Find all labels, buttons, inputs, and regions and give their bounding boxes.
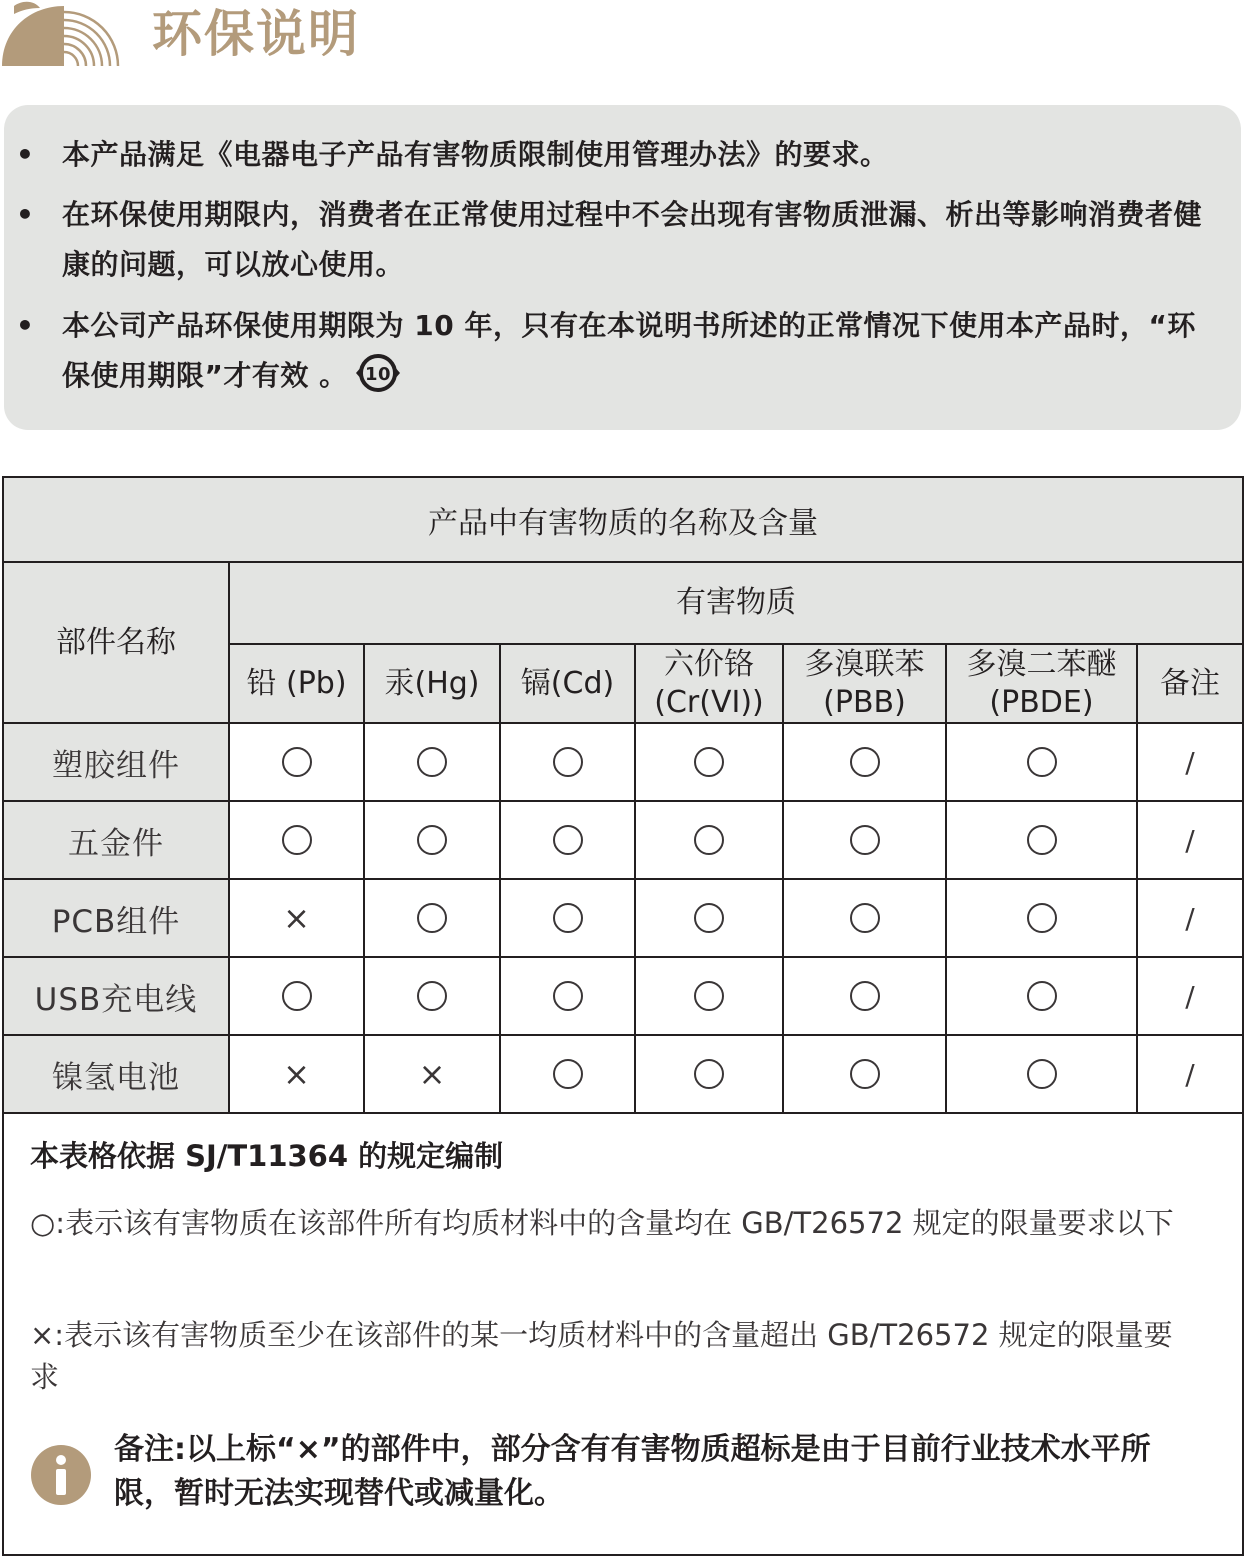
substance-mark-cell	[500, 1035, 635, 1113]
substance-mark-cell	[229, 1035, 364, 1113]
substance-mark-cell	[1137, 957, 1243, 1035]
substance-column-header: 六价铬 (Cr(VI))	[635, 644, 783, 723]
notes-cell	[3, 1113, 1243, 1555]
compliant-circle-mark	[694, 981, 724, 1011]
compliant-circle-mark	[1027, 1059, 1057, 1089]
substance-column-header: 多溴二苯醚 (PBDE)	[946, 644, 1137, 723]
substance-mark-cell	[783, 1035, 946, 1113]
compliant-circle-mark	[417, 747, 447, 777]
exceeds-cross-mark: ×	[283, 1055, 310, 1093]
substance-mark-cell	[635, 801, 783, 879]
part-name-header: 部件名称	[3, 562, 229, 723]
table-row	[3, 879, 1243, 957]
compliant-circle-mark	[282, 747, 312, 777]
part-name-cell: USB充电线	[3, 957, 229, 1035]
bullet-text-with-badge	[62, 301, 1211, 401]
substance-header: 有害物质	[229, 562, 1243, 644]
compliant-circle-mark	[1027, 747, 1057, 777]
bullet-text: 在环保使用期限内，消费者在正常使用过程中不会出现有害物质泄漏、析出等影响消费者健康的问题，可以放心使用。	[62, 198, 1203, 281]
brand-arc-logo-icon	[0, 0, 128, 68]
substance-mark-cell	[946, 723, 1137, 801]
compliant-circle-mark	[694, 825, 724, 855]
compliant-circle-mark	[694, 1059, 724, 1089]
info-icon	[30, 1444, 92, 1506]
substance-mark-cell	[500, 801, 635, 879]
bullet-dot: •	[16, 309, 34, 342]
substance-mark-cell	[1137, 879, 1243, 957]
substance-mark-cell	[500, 957, 635, 1035]
remark-value: /	[1185, 979, 1195, 1013]
substance-mark-cell	[364, 1035, 500, 1113]
compliant-circle-mark	[850, 1059, 880, 1089]
page-title: 环保说明	[152, 5, 360, 63]
table-row	[3, 957, 1243, 1035]
substance-mark-cell	[1137, 1035, 1243, 1113]
substance-mark-cell	[635, 1035, 783, 1113]
remark-value: /	[1185, 745, 1195, 779]
compliant-circle-mark	[850, 747, 880, 777]
substance-mark-cell	[1137, 801, 1243, 879]
substance-mark-cell	[500, 879, 635, 957]
eco-period-10-years-icon	[352, 352, 404, 394]
compliant-circle-mark	[694, 903, 724, 933]
bullet-dot: •	[16, 198, 34, 231]
remark-value: /	[1185, 901, 1195, 935]
substance-mark-cell	[229, 801, 364, 879]
exceeds-cross-mark: ×	[283, 899, 310, 937]
part-name-cell: 镍氢电池	[3, 1035, 229, 1113]
substance-mark-cell	[946, 1035, 1137, 1113]
compliant-circle-mark	[417, 903, 447, 933]
substance-mark-cell	[783, 723, 946, 801]
hazardous-substances-table	[2, 476, 1244, 1556]
table-row	[3, 801, 1243, 879]
substance-mark-cell	[946, 801, 1137, 879]
substance-mark-cell	[783, 801, 946, 879]
compliant-circle-mark	[553, 825, 583, 855]
compliant-circle-mark	[553, 903, 583, 933]
substance-column-header: 多溴联苯 (PBB)	[783, 644, 946, 723]
substance-column-header: 汞(Hg)	[364, 644, 500, 723]
compliant-circle-mark	[1027, 903, 1057, 933]
circle-legend-note: ○:表示该有害物质在该部件所有均质材料中的含量均在 GB/T26572 规定的限量要求以下	[30, 1206, 1174, 1240]
substance-mark-cell	[364, 801, 500, 879]
substance-mark-cell	[783, 879, 946, 957]
compliant-circle-mark	[417, 981, 447, 1011]
substance-mark-cell	[635, 957, 783, 1035]
compliant-circle-mark	[694, 747, 724, 777]
substance-column-header: 铅 (Pb)	[229, 644, 364, 723]
substance-mark-cell	[229, 879, 364, 957]
substance-mark-cell	[229, 723, 364, 801]
substance-mark-cell	[946, 957, 1137, 1035]
exceeds-cross-mark: ×	[418, 1055, 446, 1093]
bullet-text: 本公司产品环保使用期限为 10 年，只有在本说明书所述的正常情况下使用本产品时，“环保使用期限”才有效 。	[62, 309, 1196, 392]
table-body	[3, 723, 1243, 1113]
substance-column-header: 备注	[1137, 644, 1243, 723]
substance-mark-cell	[1137, 723, 1243, 801]
substance-mark-cell	[635, 879, 783, 957]
compliant-circle-mark	[282, 825, 312, 855]
cross-legend-note: ×:表示该有害物质至少在该部件的某一均质材料中的含量超出 GB/T26572 规定的限量要求	[30, 1318, 1173, 1394]
substance-mark-cell	[364, 723, 500, 801]
table-title: 产品中有害物质的名称及含量	[3, 477, 1243, 562]
substance-mark-cell	[946, 879, 1137, 957]
compliant-circle-mark	[1027, 981, 1057, 1011]
substance-mark-cell	[364, 879, 500, 957]
table-row	[3, 723, 1243, 801]
remark-value: /	[1185, 1057, 1195, 1091]
compliant-circle-mark	[417, 825, 447, 855]
compliant-circle-mark	[553, 981, 583, 1011]
remark-note: 备注:以上标“×”的部件中，部分含有有害物质超标是由于目前行业技术水平所限，暂时无法实现替代或减量化。	[114, 1432, 1151, 1511]
header	[0, 0, 1244, 75]
part-name-cell: 五金件	[3, 801, 229, 879]
substance-mark-cell	[783, 957, 946, 1035]
remark-value: /	[1185, 823, 1195, 857]
compliant-circle-mark	[553, 1059, 583, 1089]
compliant-circle-mark	[850, 981, 880, 1011]
substance-mark-cell	[635, 723, 783, 801]
substance-mark-cell	[364, 957, 500, 1035]
part-name-cell: 塑胶组件	[3, 723, 229, 801]
substance-column-header: 镉(Cd)	[500, 644, 635, 723]
table-row	[3, 1035, 1243, 1113]
compliant-circle-mark	[1027, 825, 1057, 855]
substance-mark-cell	[500, 723, 635, 801]
compliant-circle-mark	[553, 747, 583, 777]
compliant-circle-mark	[850, 825, 880, 855]
substance-mark-cell	[229, 957, 364, 1035]
compliant-circle-mark	[850, 903, 880, 933]
badge-label: 10	[364, 364, 391, 385]
bullet-dot: •	[16, 138, 34, 171]
compliant-circle-mark	[282, 981, 312, 1011]
part-name-cell: PCB组件	[3, 879, 229, 957]
environmental-notice-box	[4, 105, 1241, 430]
bullet-text: 本产品满足《电器电子产品有害物质限制使用管理办法》的要求。	[62, 138, 889, 171]
table-basis-note: 本表格依据 SJ/T11364 的规定编制	[30, 1139, 504, 1173]
